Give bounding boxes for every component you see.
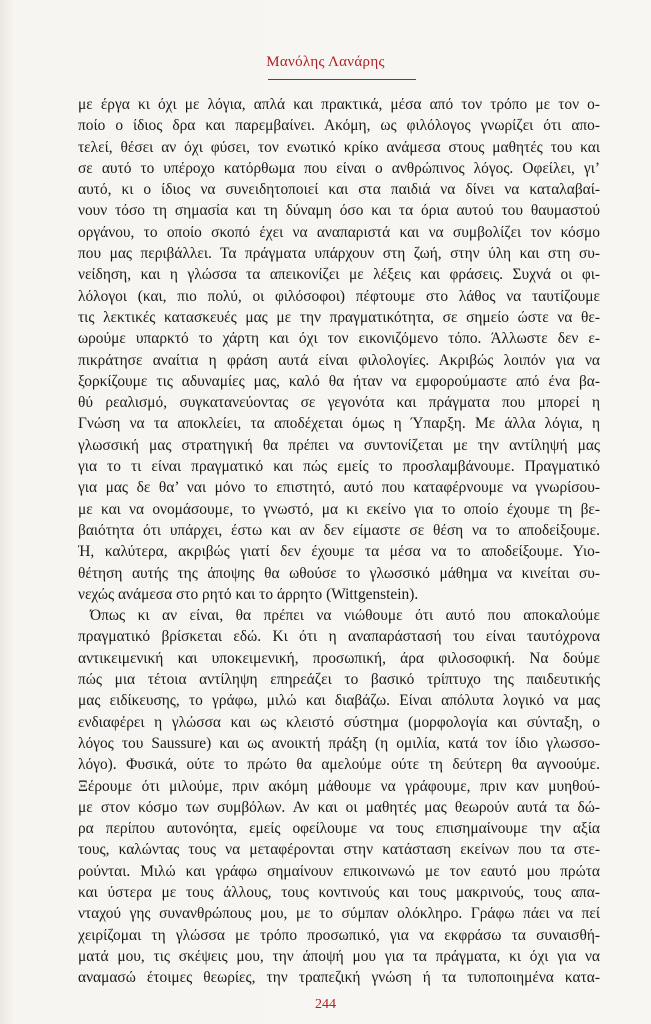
text-line: θύ ρεαλισμό, συγκατανεύοντας σε γεγονότα και πράγματα που μπορεί η	[78, 394, 600, 412]
text-line: με έργα κι όχι με λόγια, απλά και πρακτικά, μέσα από τον τρόπο με τον ο-	[78, 96, 600, 113]
text-line: ωρούμε υπαρκτό το χάρτη και όχι τον εικονιζόμενο τόπο. Άλλωστε δεν ε-	[78, 330, 600, 348]
text-line: πικράτησε αναίτια η φράση αυτά είναι φιλολογίες. Ακριβώς λοιπόν για να	[78, 351, 600, 369]
text-line: χειρίζομαι τη γλώσσα με τρόπο προσωπικό, για να εκφράσω τα συναισθή-	[78, 926, 600, 944]
running-head-rule	[268, 79, 416, 80]
text-line: αυτό, κι ο ίδιος να συνειδητοποιεί και στα παιδιά να δίνει να καταλαβαί-	[78, 181, 600, 199]
text-line: ενδιαφέρει η γλώσσα και ως κλειστό σύστημα (μορφολογία και σύνταξη, ο	[78, 713, 600, 731]
text-line: αναμασώ έτοιμες θεωρίες, την τραπεζική γνώση ή τα τυποποιημένα κατα-	[78, 969, 600, 987]
text-line: αντικειμενική και υποκειμενική, προσωπική, άρα φιλοσοφική. Να δούμε	[78, 649, 600, 667]
text-line: πώς μια τέτοια αντίληψη επηρεάζει το βασικό τρίπτυχο της παιδευτικής	[78, 671, 600, 689]
text-line: λόλογοι (και, πιο πολύ, οι φιλόσοφοι) πέφτουμε στο λάθος να ταυτίζουμε	[78, 287, 600, 305]
text-line: τους, καλώντας τους να μεταφέρονται στην κατάσταση εκείνων που τα στε-	[78, 841, 600, 859]
text-line: Ξέρουμε ότι μιλούμε, πριν ακόμη μάθουμε να γράφουμε, πριν καν μυηθού-	[78, 777, 600, 795]
paragraph-end-line: νεχώς ανάμεσα στο ρητό και το άρρητο (Wittgenstein).	[78, 585, 419, 603]
text-line: ποίο ο ίδιος δρα και παρεμβαίνει. Ακόμη, ως φιλόλογος γνωρίζει ότι απο-	[78, 117, 600, 135]
text-line: τις λεκτικές κατασκευές μας με την πραγματικότητα, σε σημείο ώστε να θε-	[78, 308, 600, 326]
text-line: ρα περίπου αυτονόητα, εμείς οφείλουμε να τους επισημαίνουμε την αξία	[78, 820, 600, 838]
paragraph-start-line: Όπως κι αν είναι, θα πρέπει να νιώθουμε ότι αυτό που αποκαλούμε	[90, 607, 600, 625]
text-line: Ή, καλύτερα, ακριβώς γιατί δεν έχουμε τα μέσα να το αποδείξουμε. Υιο-	[78, 543, 600, 561]
text-line: θέτηση αυτής της άποψης θα ωθούσε το γλωσσικό μάθημα να κινείται συ-	[78, 564, 600, 582]
text-line: λόγος του Saussure) και ως ανοικτή πράξη (η ομιλία, κατά τον ίδιο γλωσσο-	[78, 734, 600, 752]
text-line: τελεί, θέσει αν όχι φύσει, τον ενωτικό κρίκο ανάμεσα στους μαθητές του και	[78, 138, 600, 156]
body-text	[78, 94, 600, 988]
text-line: γλωσσική μας στρατηγική θα πρέπει να συντονίζεται με την αντίληψή μας	[78, 436, 600, 454]
text-line: και ύστερα με τους άλλους, τους κοντινούς και τους μακρινούς, τους απα-	[78, 883, 600, 901]
text-line: πραγματικό βρίσκεται εδώ. Κι ότι η αναπαράστασή του είναι ταυτόχρονα	[78, 628, 600, 646]
text-line: που μας περιβάλλει. Τα πράγματα υπάρχουν στη ζωή, στην ύλη και στη συ-	[78, 245, 600, 263]
text-line: ματά μου, τις σκέψεις μου, την άποψή μου για τα πράγματα, κι όχι για να	[78, 947, 600, 965]
text-line: με και να ονομάσουμε, το γνωστό, μα κι εκείνο για το οποίο έχουμε τη βε-	[78, 500, 600, 518]
text-line: για μας δε θα’ ναι μόνο το επιστητό, αυτό που καταφέρνουμε να γνωρίσου-	[78, 479, 600, 497]
text-line: ρούνται. Μιλώ και γράφω σημαίνουν επικοινωνώ με τον εαυτό μου πρώτα	[78, 862, 600, 880]
text-line: νείδηση, και η γλώσσα τα απεικονίζει με λέξεις και φράσεις. Συχνά οι φι-	[78, 266, 600, 284]
text-line: οργάνου, το οποίο σκοπό έχει να αναπαριστά και να συμβολίζει τον κόσμο	[78, 223, 600, 241]
page-number: 244	[315, 997, 336, 1012]
text-line: λόγο). Φυσικά, ούτε το πρώτο θα αμελούμε ούτε τη δεύτερη θα αγνοούμε.	[78, 756, 600, 774]
text-line: για το τι είναι πραγματικό και πώς εμείς το προσλαμβάνουμε. Πραγματικό	[78, 458, 600, 476]
text-line: βαιότητα ότι υπάρχει, έστω και αν δεν είμαστε σε θέση να το αποδείξουμε.	[78, 521, 600, 539]
text-line: με στον κόσμο των συμβόλων. Αν και οι μαθητές μας θεωρούν αυτά τα δώ-	[78, 798, 600, 816]
text-line: νταχού γης συνανθρώπους μου, με το σύμπαν ολόκληρο. Γράφω πάει να πεί	[78, 905, 600, 923]
text-line: σε αυτό το υπέροχο κατόρθωμα που είναι ο ανθρώπινος λόγος. Οφείλει, γι’	[78, 159, 600, 177]
text-line: Γνώση να τα αποκλείει, τα αποδέχεται όμως η Ύπαρξη. Με άλλα λόγια, η	[78, 415, 600, 433]
text-line: μας ειδίκευσης, το γράφω, μιλώ και διαβάζω. Είναι απόλυτα λογικό να μας	[78, 692, 600, 710]
running-head: Μανόλης Λανάρης	[266, 54, 385, 70]
text-line: νουν τόσο τη σημασία και τη δύναμη όσο και τα όρια αυτού του θαυμαστού	[78, 202, 600, 220]
text-line: ξορκίζουμε τις αδυναμίες μας, καλό θα ήταν να εμφορούμαστε από ένα βα-	[78, 372, 600, 390]
